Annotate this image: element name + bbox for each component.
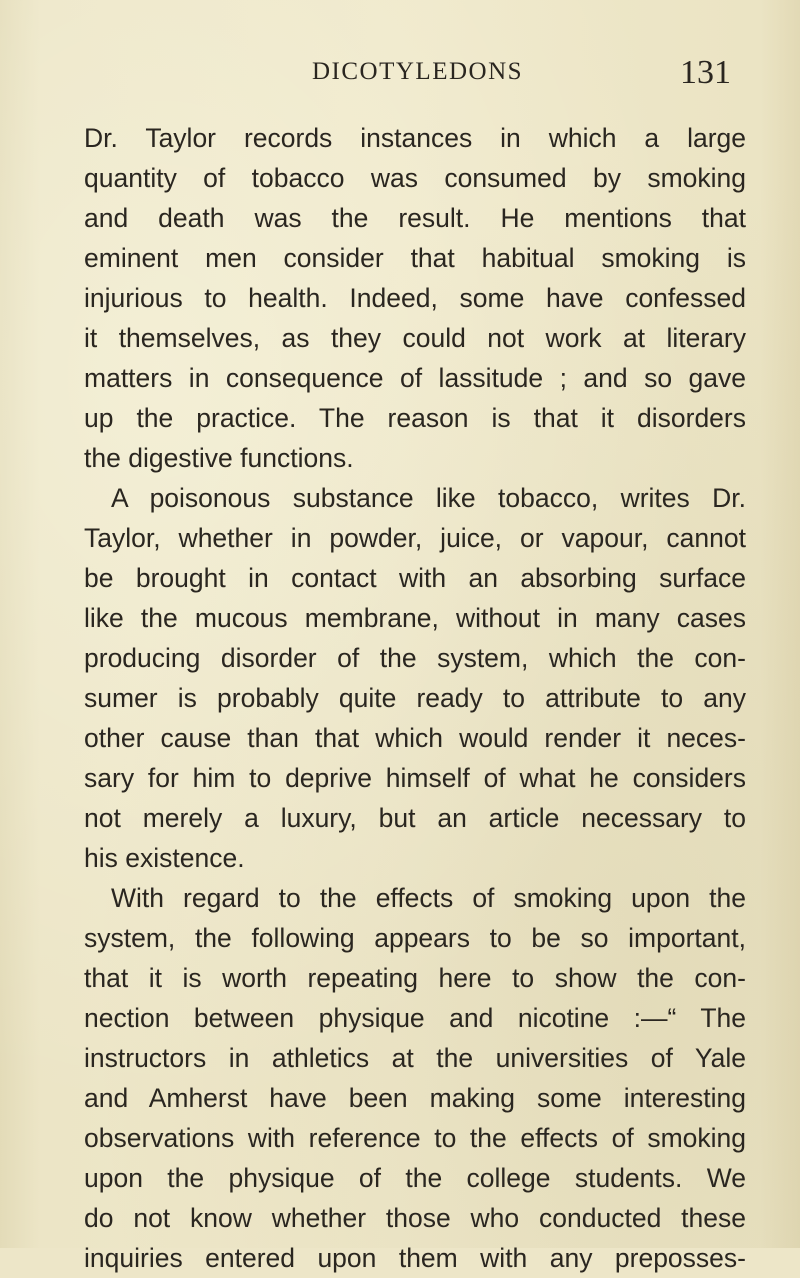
text-line: instructors in athletics at the universities of Yale xyxy=(84,1043,746,1073)
text-line: his existence. xyxy=(84,843,245,873)
text-line: observations with reference to the effects of smoking xyxy=(84,1123,746,1153)
page-number: 131 xyxy=(680,54,731,91)
text-line: the digestive functions. xyxy=(84,443,354,473)
text-line: inquiries entered upon them with any preposses- xyxy=(84,1243,746,1273)
text-line: matters in consequence of lassitude ; and so gave xyxy=(84,363,746,393)
text-line: injurious to health. Indeed, some have confessed xyxy=(84,283,746,313)
text-line: that it is worth repeating here to show the con- xyxy=(84,963,746,993)
text-line: do not know whether those who conducted these xyxy=(84,1203,746,1233)
page-header xyxy=(0,54,800,98)
text-line: upon the physique of the college students. We xyxy=(84,1163,746,1193)
text-line: system, the following appears to be so important, xyxy=(84,923,746,953)
running-head: DICOTYLEDONS xyxy=(312,58,524,85)
text-line: and death was the result. He mentions that xyxy=(84,203,746,233)
text-line: A poisonous substance like tobacco, writes Dr. xyxy=(111,483,746,513)
text-line: nection between physique and nicotine :—“ The xyxy=(84,1003,746,1033)
text-line: up the practice. The reason is that it disorders xyxy=(84,403,746,433)
text-line: sary for him to deprive himself of what he considers xyxy=(84,763,746,793)
text-line: producing disorder of the system, which the con- xyxy=(84,643,746,673)
text-line: other cause than that which would render it neces- xyxy=(84,723,746,753)
text-line: quantity of tobacco was consumed by smoking xyxy=(84,163,746,193)
text-line: Taylor, whether in powder, juice, or vapour, cannot xyxy=(84,523,746,553)
text-line: eminent men consider that habitual smoking is xyxy=(84,243,746,273)
text-line: and Amherst have been making some interesting xyxy=(84,1083,746,1113)
text-line: it themselves, as they could not work at literary xyxy=(84,323,746,353)
text-line: Dr. Taylor records instances in which a large xyxy=(84,123,746,153)
text-line: not merely a luxury, but an article necessary to xyxy=(84,803,746,833)
text-line: be brought in contact with an absorbing surface xyxy=(84,563,746,593)
text-line: like the mucous membrane, without in many cases xyxy=(84,603,746,633)
text-line: sumer is probably quite ready to attribute to any xyxy=(84,683,746,713)
text-line: With regard to the effects of smoking upon the xyxy=(111,883,746,913)
